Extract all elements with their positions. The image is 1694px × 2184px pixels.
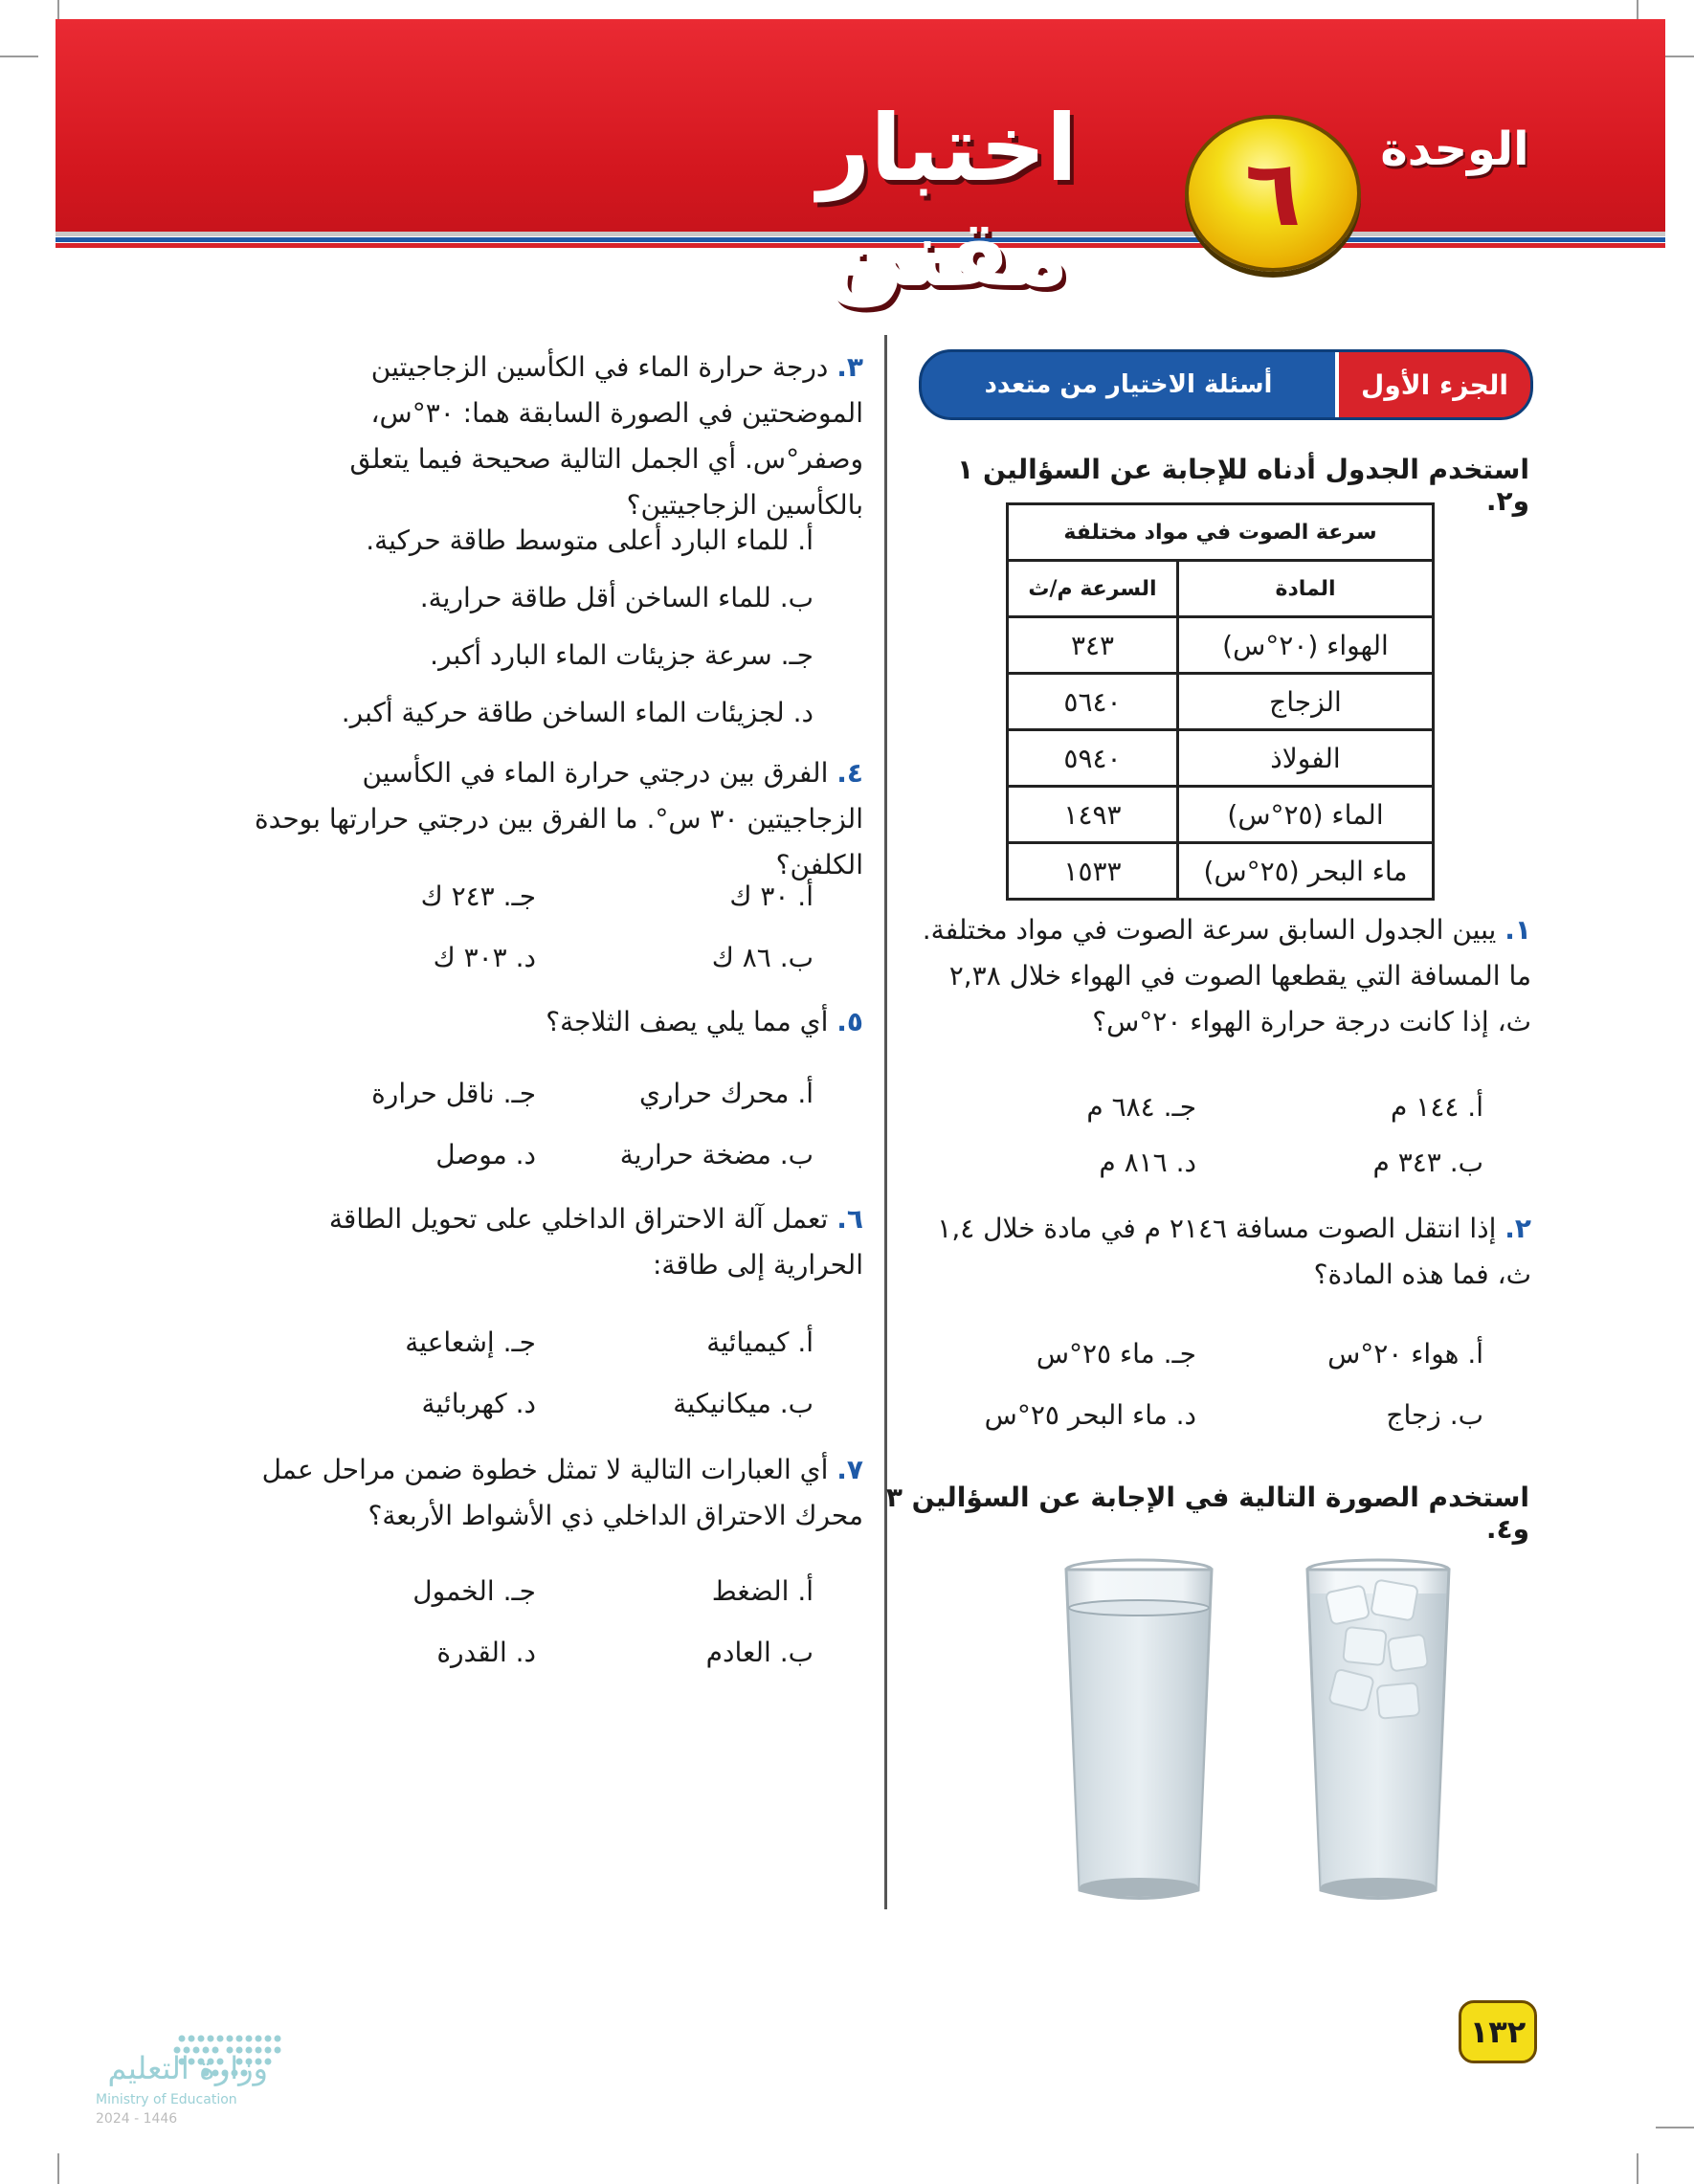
question-5 xyxy=(251,999,863,1045)
option-a[interactable]: أ. محرك حراري xyxy=(638,1078,814,1109)
table-cell-material: ماء البحر (٢٥°س) xyxy=(1178,843,1434,900)
option-c[interactable]: جـ. الخمول xyxy=(412,1575,536,1607)
crop-mark xyxy=(1637,2153,1638,2184)
question-text: أي العبارات التالية لا تمثل خطوة ضمن مراحل عمل محرك الاحتراق الداخلي ذي الأشواط الأربعة؟ xyxy=(261,1454,863,1531)
question-number: ٦. xyxy=(836,1203,863,1235)
option-d[interactable]: د. كهربائية xyxy=(421,1388,536,1419)
question-number: ٣. xyxy=(836,351,863,383)
question-4 xyxy=(251,750,863,888)
question-number: ١. xyxy=(1505,914,1531,946)
option-b[interactable]: ب. ميكانيكية xyxy=(673,1388,814,1419)
crop-mark xyxy=(1656,2127,1694,2128)
option-c[interactable]: جـ. ماء ٢٥°س xyxy=(1036,1338,1196,1370)
question-number: ٤. xyxy=(836,757,863,789)
option-d[interactable]: د. ٣٠٣ ك xyxy=(433,942,536,973)
table-header-material: المادة xyxy=(1178,561,1434,617)
option-d[interactable]: د. ماء البحر ٢٥°س xyxy=(984,1399,1196,1431)
option-b[interactable]: ب. للماء الساخن أقل طاقة حرارية. xyxy=(419,582,814,613)
table-cell-speed: ١٥٣٣ xyxy=(1008,843,1178,900)
ministry-name-en: Ministry of Education xyxy=(96,2092,237,2107)
unit-number-badge xyxy=(1185,115,1361,272)
option-a[interactable]: أ. ١٤٤ م xyxy=(1391,1091,1483,1123)
option-b[interactable]: ب. العادم xyxy=(705,1637,814,1668)
section-label: أسئلة الاختيار من متعدد xyxy=(984,370,1273,399)
option-d[interactable]: د. القدرة xyxy=(436,1637,536,1668)
option-c[interactable]: جـ. إشعاعية xyxy=(405,1326,536,1358)
table-header-speed: السرعة م/ث xyxy=(1008,561,1178,617)
question-number: ٧. xyxy=(836,1454,863,1485)
unit-label: الوحدة xyxy=(1380,123,1529,176)
question-text: يبين الجدول السابق سرعة الصوت في مواد مختلفة. ما المسافة التي يقطعها الصوت في الهواء خلال ٢,٣٨ ث، إذا كانت درجة حرارة الهواء ٢٠°س؟ xyxy=(922,914,1531,1037)
crop-mark xyxy=(0,56,38,57)
option-a[interactable]: أ. هواء ٢٠°س xyxy=(1327,1338,1483,1370)
question-3 xyxy=(251,345,863,528)
page-number: ١٣٢ xyxy=(1459,2000,1537,2063)
part-label: الجزء الأول xyxy=(1335,352,1530,417)
edition-year: 2024 - 1446 xyxy=(96,2111,178,2127)
page-title: اختبار مقنن xyxy=(817,95,1078,307)
option-a[interactable]: أ. الضغط xyxy=(711,1575,814,1607)
part-banner xyxy=(919,349,1533,420)
table-cell-material: الهواء (٢٠°س) xyxy=(1178,617,1434,674)
table-instruction: استخدم الجدول أدناه للإجابة عن السؤالين ١ و٢. xyxy=(957,454,1529,517)
table-row xyxy=(1008,617,1434,674)
option-a[interactable]: أ. كيميائية xyxy=(706,1326,814,1358)
question-text: درجة حرارة الماء في الكأسين الزجاجيتين الموضحتين في الصورة السابقة هما: ٣٠°س، وصفر°س. أي الجمل التالية صحيحة فيما يتعلق بالكأسين الزجاجيتين؟ xyxy=(349,351,863,521)
question-text: إذا انتقل الصوت مسافة ٢١٤٦ م في مادة خلال ١,٤ ث، فما هذه المادة؟ xyxy=(937,1213,1531,1290)
table-cell-material: الزجاج xyxy=(1178,674,1434,730)
warm-water-glass xyxy=(1066,1560,1212,1899)
column-divider xyxy=(884,335,887,1909)
crop-mark xyxy=(57,2153,59,2184)
table-cell-speed: ٣٤٣ xyxy=(1008,617,1178,674)
question-text: تعمل آلة الاحتراق الداخلي على تحويل الطاقة الحرارية إلى طاقة: xyxy=(328,1203,863,1281)
table-row xyxy=(1008,730,1434,787)
table-cell-speed: ٥٦٤٠ xyxy=(1008,674,1178,730)
table-cell-speed: ٥٩٤٠ xyxy=(1008,730,1178,787)
question-text: أي مما يلي يصف الثلاجة؟ xyxy=(546,1006,829,1037)
option-b[interactable]: ب. زجاج xyxy=(1386,1399,1483,1431)
ministry-name-ar: وزارة التعليم xyxy=(107,2050,268,2086)
unit-number: ٦ xyxy=(1244,140,1302,247)
table-cell-speed: ١٤٩٣ xyxy=(1008,787,1178,843)
option-b[interactable]: ب. ٣٤٣ م xyxy=(1372,1147,1483,1178)
table-row xyxy=(1008,843,1434,900)
question-text: الفرق بين درجتي حرارة الماء في الكأسين الزجاجيتين ٣٠ س°. ما الفرق بين درجتي حرارتها بوحدة الكلفن؟ xyxy=(255,757,863,880)
option-a[interactable]: أ. للماء البارد أعلى متوسط طاقة حركية. xyxy=(366,524,814,556)
ice-water-glass xyxy=(1307,1560,1449,1899)
image-instruction: استخدم الصورة التالية في الإجابة عن السؤالين ٣ و٤. xyxy=(885,1482,1529,1545)
option-d[interactable]: د. ٨١٦ م xyxy=(1099,1147,1196,1178)
option-d[interactable]: د. لجزيئات الماء الساخن طاقة حركية أكبر. xyxy=(341,697,814,728)
option-d[interactable]: د. موصل xyxy=(435,1139,536,1170)
question-6 xyxy=(251,1196,863,1288)
option-c[interactable]: جـ. ٢٤٣ ك xyxy=(420,880,536,912)
question-number: ٢. xyxy=(1505,1213,1531,1244)
option-c[interactable]: جـ. ناقل حرارة xyxy=(371,1078,536,1109)
question-1 xyxy=(919,907,1531,1045)
option-b[interactable]: ب. ٨٦ ك xyxy=(711,942,814,973)
question-number: ٥. xyxy=(836,1006,863,1037)
question-7 xyxy=(251,1447,863,1539)
table-title: سرعة الصوت في مواد مختلفة xyxy=(1008,504,1434,561)
question-2 xyxy=(919,1206,1531,1298)
option-a[interactable]: أ. ٣٠ ك xyxy=(729,880,814,912)
option-c[interactable]: جـ. سرعة جزيئات الماء البارد أكبر. xyxy=(430,639,814,671)
speed-of-sound-table xyxy=(1006,502,1435,901)
option-b[interactable]: ب. مضخة حرارية xyxy=(619,1139,814,1170)
table-row xyxy=(1008,787,1434,843)
option-c[interactable]: جـ. ٦٨٤ م xyxy=(1086,1091,1196,1123)
table-cell-material: الفولاذ xyxy=(1178,730,1434,787)
table-row xyxy=(1008,674,1434,730)
table-cell-material: الماء (٢٥°س) xyxy=(1178,787,1434,843)
water-glasses-photo xyxy=(1024,1550,1503,1914)
